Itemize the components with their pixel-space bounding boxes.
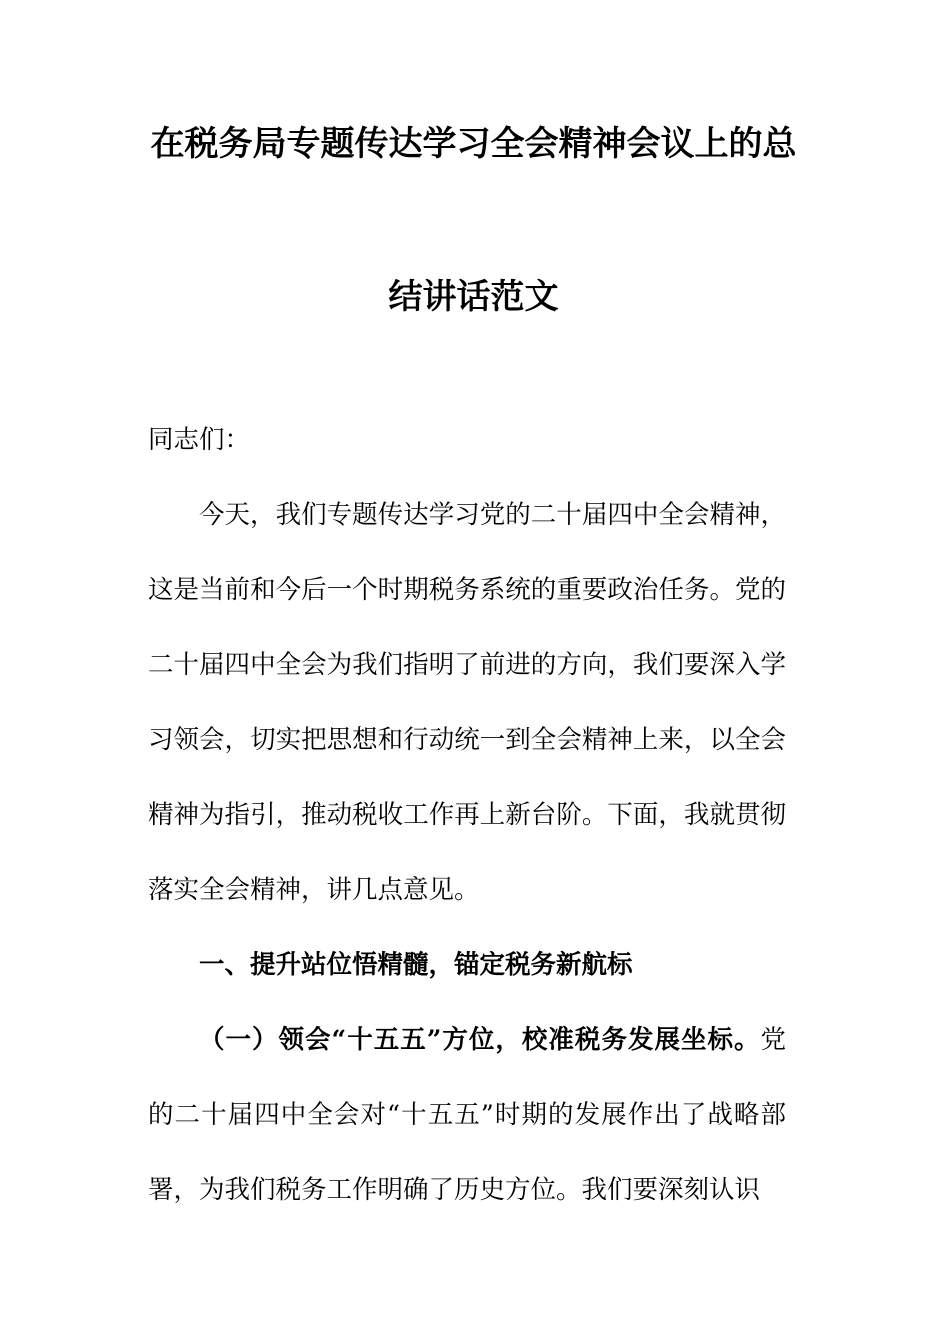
- salutation: 同志们：: [148, 425, 251, 455]
- section-1-heading: 一、提升站位悟精髓，锚定税务新航标: [199, 951, 633, 979]
- intro-paragraph: 今天，我们专题传达学习党的二十届四中全会精神，这是当前和今后一个时期税务系统的重要政治任务。党的二十届四中全会为我们指明了前进的方向，我们要深入学习领会，切实把思想和行动统一到全会精神上来，以全会精神为指引，推动税收工作再上新台阶。下面，我就贯彻落实全会精神，讲几点意见。: [148, 500, 786, 905]
- subsection-1-text: 党的二十届四中全会对“十五五”时期的发展作出了战略部署，为我们税务工作明确了历史方位。我们要深刻认识: [148, 1025, 786, 1205]
- subsection-1-lead: （一）领会“十五五”方位，校准税务发展坐标。: [199, 1025, 761, 1055]
- document-title: 在税务局专题传达学习全会精神会议上的总结讲话范文: [150, 125, 797, 316]
- document-body: [148, 403, 786, 1228]
- subsection-1-paragraph: [148, 1003, 786, 1228]
